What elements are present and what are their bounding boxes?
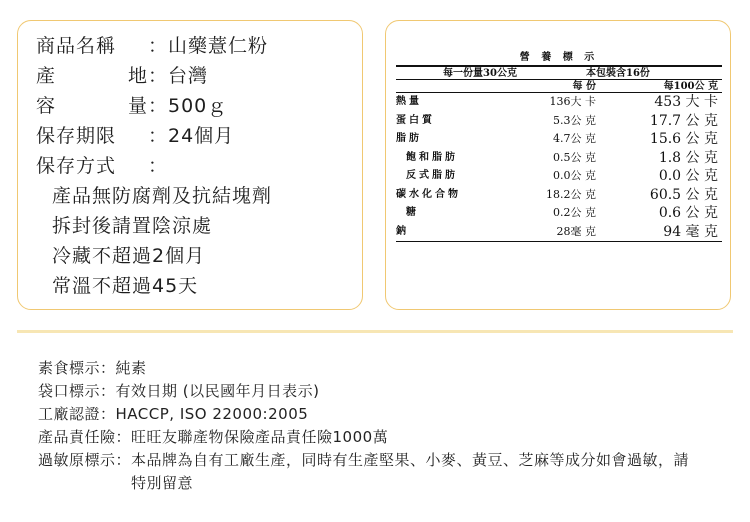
nutrition-frame [396,65,722,242]
info-colon: ： [148,65,169,87]
note-value: 有效日期 (以民國年月日表示) [115,382,320,400]
nutrient-name: 碳水化合物 [396,188,461,200]
info-label: 商品名稱 [36,35,117,57]
nutrient-name: 脂肪 [396,133,422,144]
info-row-name [36,31,362,61]
per-serving-value: 4.7公 克 [553,132,596,145]
nutrient-name: 蛋白質 [396,114,435,126]
per-serving-value: 0.0公 克 [553,169,596,182]
servings-per-package: 本包裝含16份 [586,68,650,79]
per-serving-value: 18.2公 克 [546,187,596,201]
note-row-bag-marking [38,380,738,403]
nutrition-row [396,149,722,168]
per-serving-value: 0.2公 克 [553,206,596,219]
info-label: 容量 [36,95,148,117]
info-colon: ： [148,155,169,177]
nutrition-table [396,51,722,242]
per-100-value: 1.8 公 克 [658,149,718,166]
nutrition-row [396,130,722,149]
info-row-origin [36,61,362,91]
per-100-value: 94 毫 克 [663,223,718,240]
header-per-100: 每100公 克 [663,81,718,92]
per-100-value: 60.5 公 克 [649,186,718,203]
note-row-vegan [38,357,738,380]
per-serving-value: 28毫 克 [556,224,596,238]
note-row-certification [38,403,738,426]
note-value: 本品牌為自有工廠生產，同時有生產堅果、小麥、黃豆、芝麻等成分如會過敏，請特別留意 [131,451,690,492]
note-label: 袋口標示： [38,382,116,400]
per-100-value: 0.6 公 克 [658,205,718,221]
header-per-serving: 每 份 [572,81,596,92]
per-100-value: 15.6 公 克 [649,131,718,147]
info-value: 24個月 [168,125,235,147]
per-serving-value: 5.3公 克 [553,113,596,127]
nutrient-name: 飽和脂肪 [406,151,458,163]
info-value: 山藥薏仁粉 [168,35,269,57]
note-value: HACCP, ISO 22000:2005 [115,405,309,423]
nutrient-name: 反式脂肪 [406,170,458,181]
note-row-allergen [38,449,738,495]
serving-size: 每一份量30公克 [443,68,517,79]
nutrition-panel [385,20,731,310]
per-100-value: 453 大 卡 [654,94,718,110]
info-colon: ： [148,95,169,117]
note-row-insurance [38,426,738,449]
info-row-capacity [36,91,362,121]
product-info-panel [17,20,363,310]
storage-item: 常溫不超過45天 [52,275,199,297]
info-row-shelf-life [36,121,362,151]
nutrition-row [396,204,722,223]
note-label: 產品責任險： [38,428,132,446]
storage-item: 拆封後請置陰涼處 [52,215,213,237]
note-label: 工廠認證： [38,405,116,423]
note-label: 過敏原標示： [38,451,132,469]
note-value: 旺旺友聯產物保險產品責任險1000萬 [131,428,389,446]
nutrition-row [396,93,722,112]
nutrition-row [396,112,722,131]
nutrition-row [396,167,722,186]
nutrition-header [396,80,722,93]
nutrient-name: 鈉 [396,225,409,237]
nutrition-row [396,223,722,242]
info-colon: ： [148,35,169,57]
info-row-storage [36,151,362,181]
note-value: 純素 [115,359,147,377]
info-value: 台灣 [168,65,209,87]
nutrition-row [396,186,722,205]
section-divider [17,330,733,333]
header-blank [396,80,504,92]
note-label: 素食標示： [38,359,116,377]
notes-section [38,357,738,495]
nutrient-name: 糖 [406,207,419,218]
per-serving-value: 0.5公 克 [553,150,596,164]
nutrition-title: 營 養 標 示 [519,52,599,63]
info-label: 保存方式 [36,155,117,177]
storage-item: 產品無防腐劑及抗結塊劑 [52,185,273,207]
info-label: 產地 [36,65,148,87]
per-100-value: 0.0 公 克 [658,168,718,184]
info-colon: ： [148,125,169,147]
info-value: 500ｇ [168,95,228,117]
per-100-value: 17.7 公 克 [649,112,718,129]
per-serving-value: 136大 卡 [549,95,596,108]
serving-line [396,67,722,80]
info-label: 保存期限 [36,125,117,147]
nutrient-name: 熱量 [396,96,422,107]
storage-item: 冷藏不超過2個月 [52,245,206,267]
